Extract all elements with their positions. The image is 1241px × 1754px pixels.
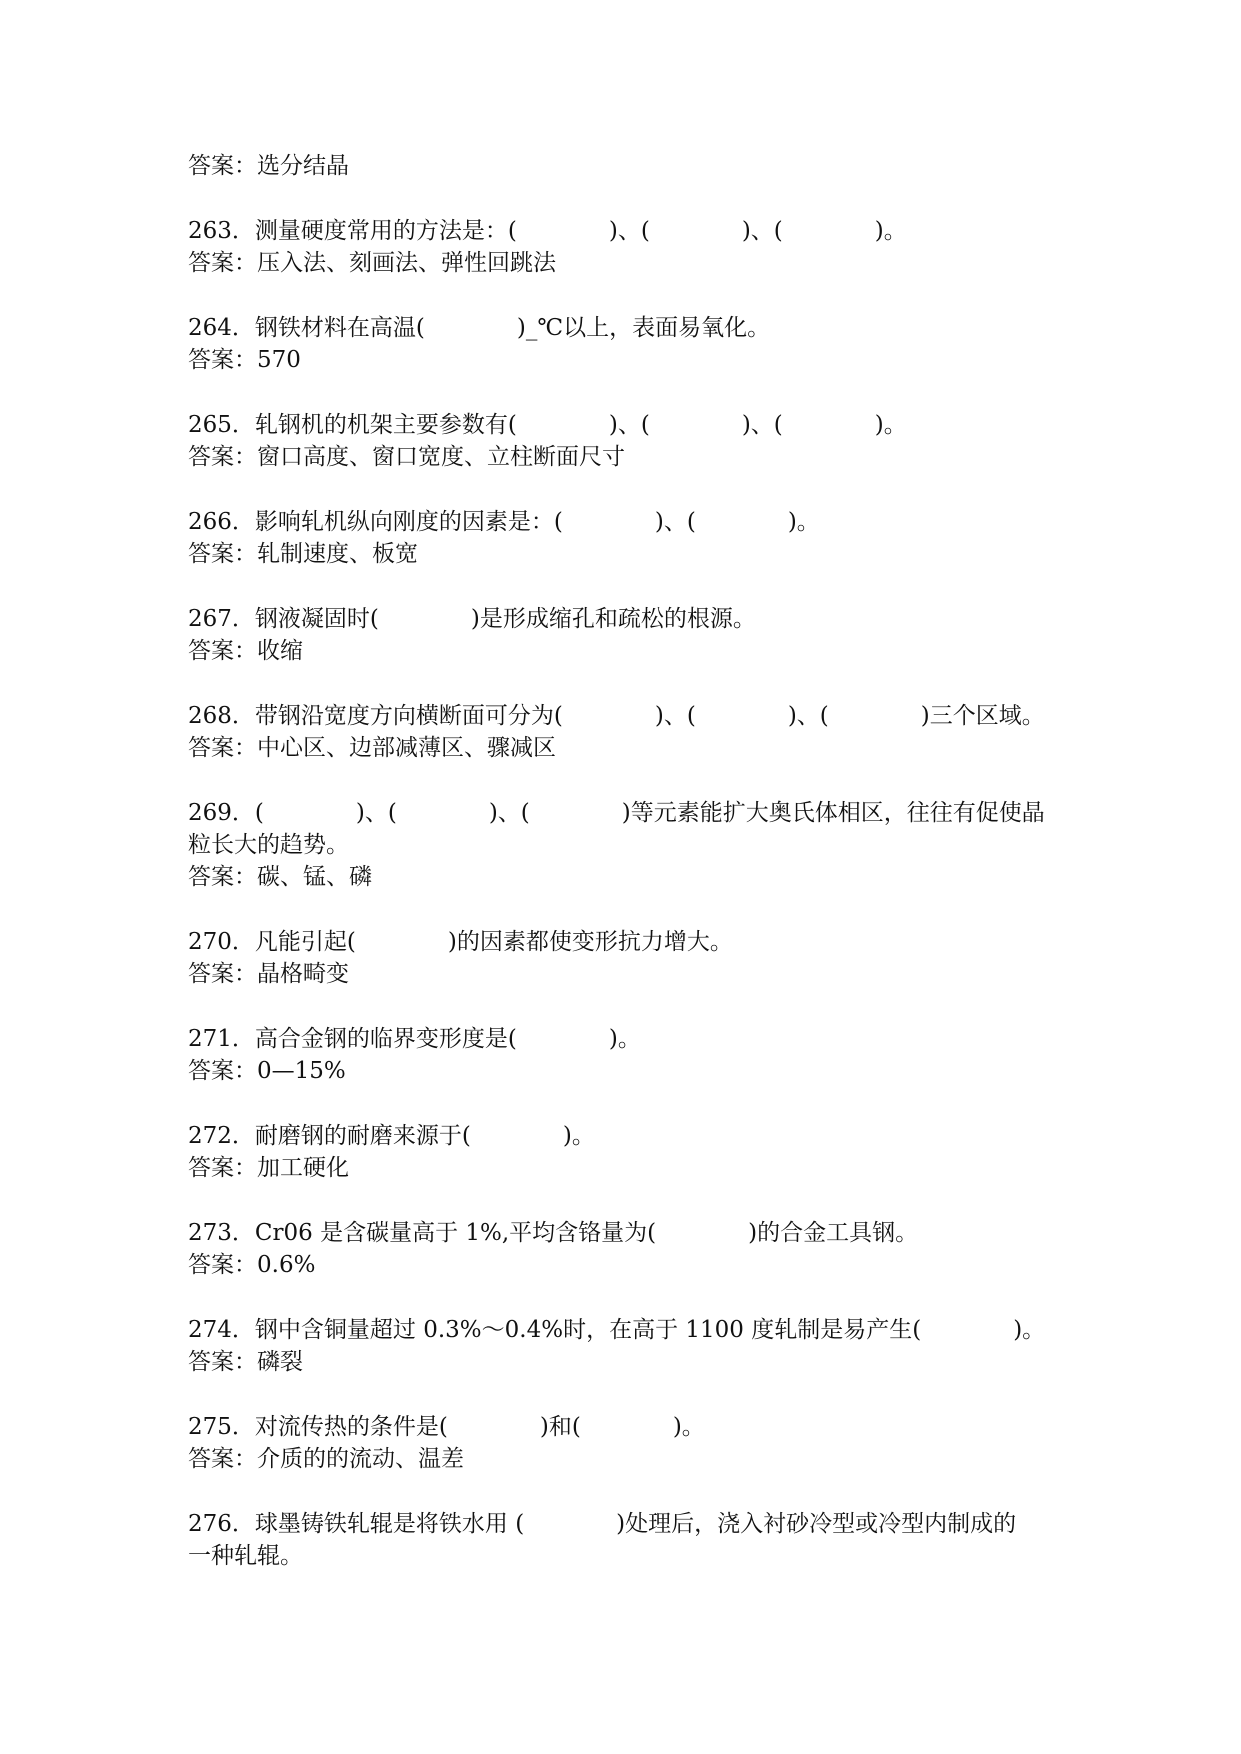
question-block <box>188 312 1088 376</box>
question-block <box>188 1314 1088 1378</box>
answer-line: 答案：选分结晶 <box>188 153 349 179</box>
answer-line: 答案：磷裂 <box>188 1349 303 1375</box>
answer-line: 答案：570 <box>188 347 301 373</box>
question-block <box>188 926 1088 990</box>
question-line: 265．轧钢机的机架主要参数有( )、( )、( )。 <box>188 412 907 438</box>
question-line: 264．钢铁材料在高温( )_℃以上，表面易氧化。 <box>188 315 771 341</box>
answer-line: 答案：窗口高度、窗口宽度、立柱断面尺寸 <box>188 444 625 470</box>
answer-line: 答案：中心区、边部减薄区、骤减区 <box>188 735 556 761</box>
lead-answer-block <box>188 150 1088 182</box>
answer-line: 答案：轧制速度、板宽 <box>188 541 418 567</box>
question-block <box>188 215 1088 279</box>
answer-line: 答案：碳、锰、磷 <box>188 864 372 890</box>
answer-line: 答案：晶格畸变 <box>188 961 349 987</box>
question-line: 270．凡能引起( )的因素都使变形抗力增大。 <box>188 929 733 955</box>
answer-line: 答案：收缩 <box>188 638 303 664</box>
question-line: 268．带钢沿宽度方向横断面可分为( )、( )、( )三个区域。 <box>188 703 1045 729</box>
question-block <box>188 1508 1088 1572</box>
question-block <box>188 506 1088 570</box>
question-block <box>188 1023 1088 1087</box>
question-block <box>188 409 1088 473</box>
question-line: 276．球墨铸铁轧辊是将铁水用 ( )处理后，浇入衬砂冷型或冷型内制成的 <box>188 1511 1017 1537</box>
document-page <box>188 150 1088 1605</box>
question-line: 275．对流传热的条件是( )和( )。 <box>188 1414 705 1440</box>
answer-line: 答案：0.6% <box>188 1252 316 1278</box>
question-line: 273．Cr06 是含碳量高于 1%,平均含铬量为( )的合金工具钢。 <box>188 1220 919 1246</box>
question-block <box>188 797 1088 893</box>
question-line: 一种轧辊。 <box>188 1543 303 1569</box>
question-line: 266．影响轧机纵向刚度的因素是：( )、( )。 <box>188 509 820 535</box>
question-line: 267．钢液凝固时( )是形成缩孔和疏松的根源。 <box>188 606 756 632</box>
question-list <box>188 215 1088 1572</box>
question-block <box>188 603 1088 667</box>
question-line: 271．高合金钢的临界变形度是( )。 <box>188 1026 641 1052</box>
question-block <box>188 700 1088 764</box>
question-line: 274．钢中含铜量超过 0.3%～0.4%时，在高于 1100 度轧制是易产生( )。 <box>188 1317 1046 1343</box>
question-line: 263．测量硬度常用的方法是：( )、( )、( )。 <box>188 218 907 244</box>
question-line: 272．耐磨钢的耐磨来源于( )。 <box>188 1123 595 1149</box>
answer-line: 答案：压入法、刻画法、弹性回跳法 <box>188 250 556 276</box>
question-line: 粒长大的趋势。 <box>188 832 349 858</box>
question-block <box>188 1217 1088 1281</box>
question-line: 269．( )、( )、( )等元素能扩大奥氏体相区，往往有促使晶 <box>188 800 1045 826</box>
question-block <box>188 1411 1088 1475</box>
answer-line: 答案：0—15% <box>188 1058 346 1084</box>
answer-line: 答案：加工硬化 <box>188 1155 349 1181</box>
answer-line: 答案：介质的的流动、温差 <box>188 1446 464 1472</box>
question-block <box>188 1120 1088 1184</box>
